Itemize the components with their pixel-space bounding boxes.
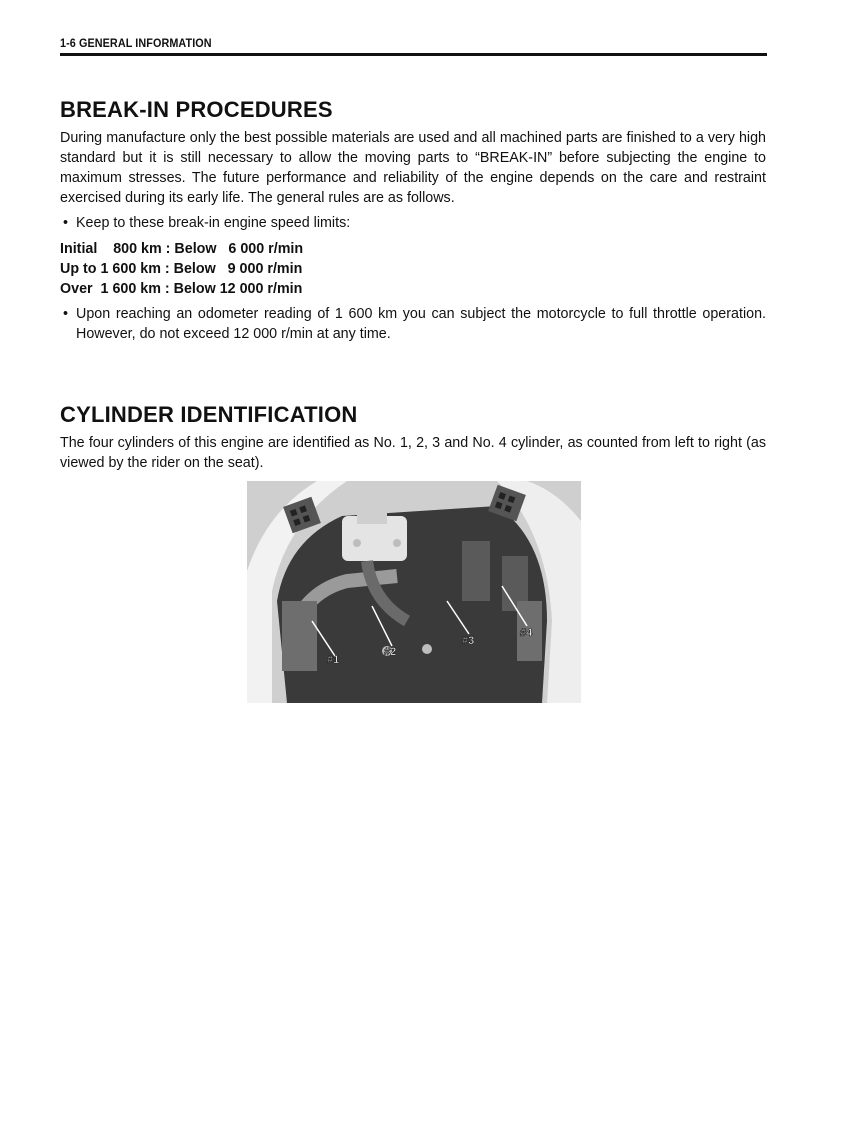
page-header [60, 36, 767, 52]
break-in-title: BREAK-IN PROCEDURES [60, 97, 333, 122]
cylinder-label-4: #4 [520, 627, 533, 639]
speed-limit-row: Up to 1 600 km : Below 9 000 r/min [60, 261, 303, 277]
engine-photo [247, 481, 581, 703]
speed-limit-row: Initial 800 km : Below 6 000 r/min [60, 241, 304, 257]
header-text: 1-6 GENERAL INFORMATION [60, 36, 212, 50]
bullet-dot: • [63, 215, 69, 231]
cylinder-title: CYLINDER IDENTIFICATION [60, 402, 358, 427]
break-in-paragraph: During manufacture only the best possible materials are used and all machined parts are finished to a very high standard but it is still necessary to allow the moving parts to “BREAK-IN” before subjecting the engine to maximum stresses. The future performance and reliability of the engine depends on the care and restraint exercised during its early life. The general rules are as follows. [60, 130, 766, 206]
header-rule [60, 53, 767, 56]
speed-limit-row: Over 1 600 km : Below 12 000 r/min [60, 281, 303, 297]
cylinder-label-2: #2 [384, 646, 397, 658]
cylinder-label-3: #3 [462, 635, 475, 647]
bullet-full-throttle [60, 304, 766, 344]
bullet-text: Keep to these break-in engine speed limits: [76, 215, 351, 231]
speed-limits-list [60, 239, 303, 299]
bullet-speed-limits [60, 213, 766, 233]
bullet-dot: • [63, 306, 69, 322]
cylinder-paragraph: The four cylinders of this engine are identified as No. 1, 2, 3 and No. 4 cylinder, as counted from left to right (as viewed by the rider on the seat). [60, 435, 766, 471]
bullet-text: Upon reaching an odometer reading of 1 600 km you can subject the motorcycle to full throttle operation. However, do not exceed 12 000 r/min at any time. [76, 306, 766, 342]
cylinder-label-1: #1 [327, 654, 340, 666]
